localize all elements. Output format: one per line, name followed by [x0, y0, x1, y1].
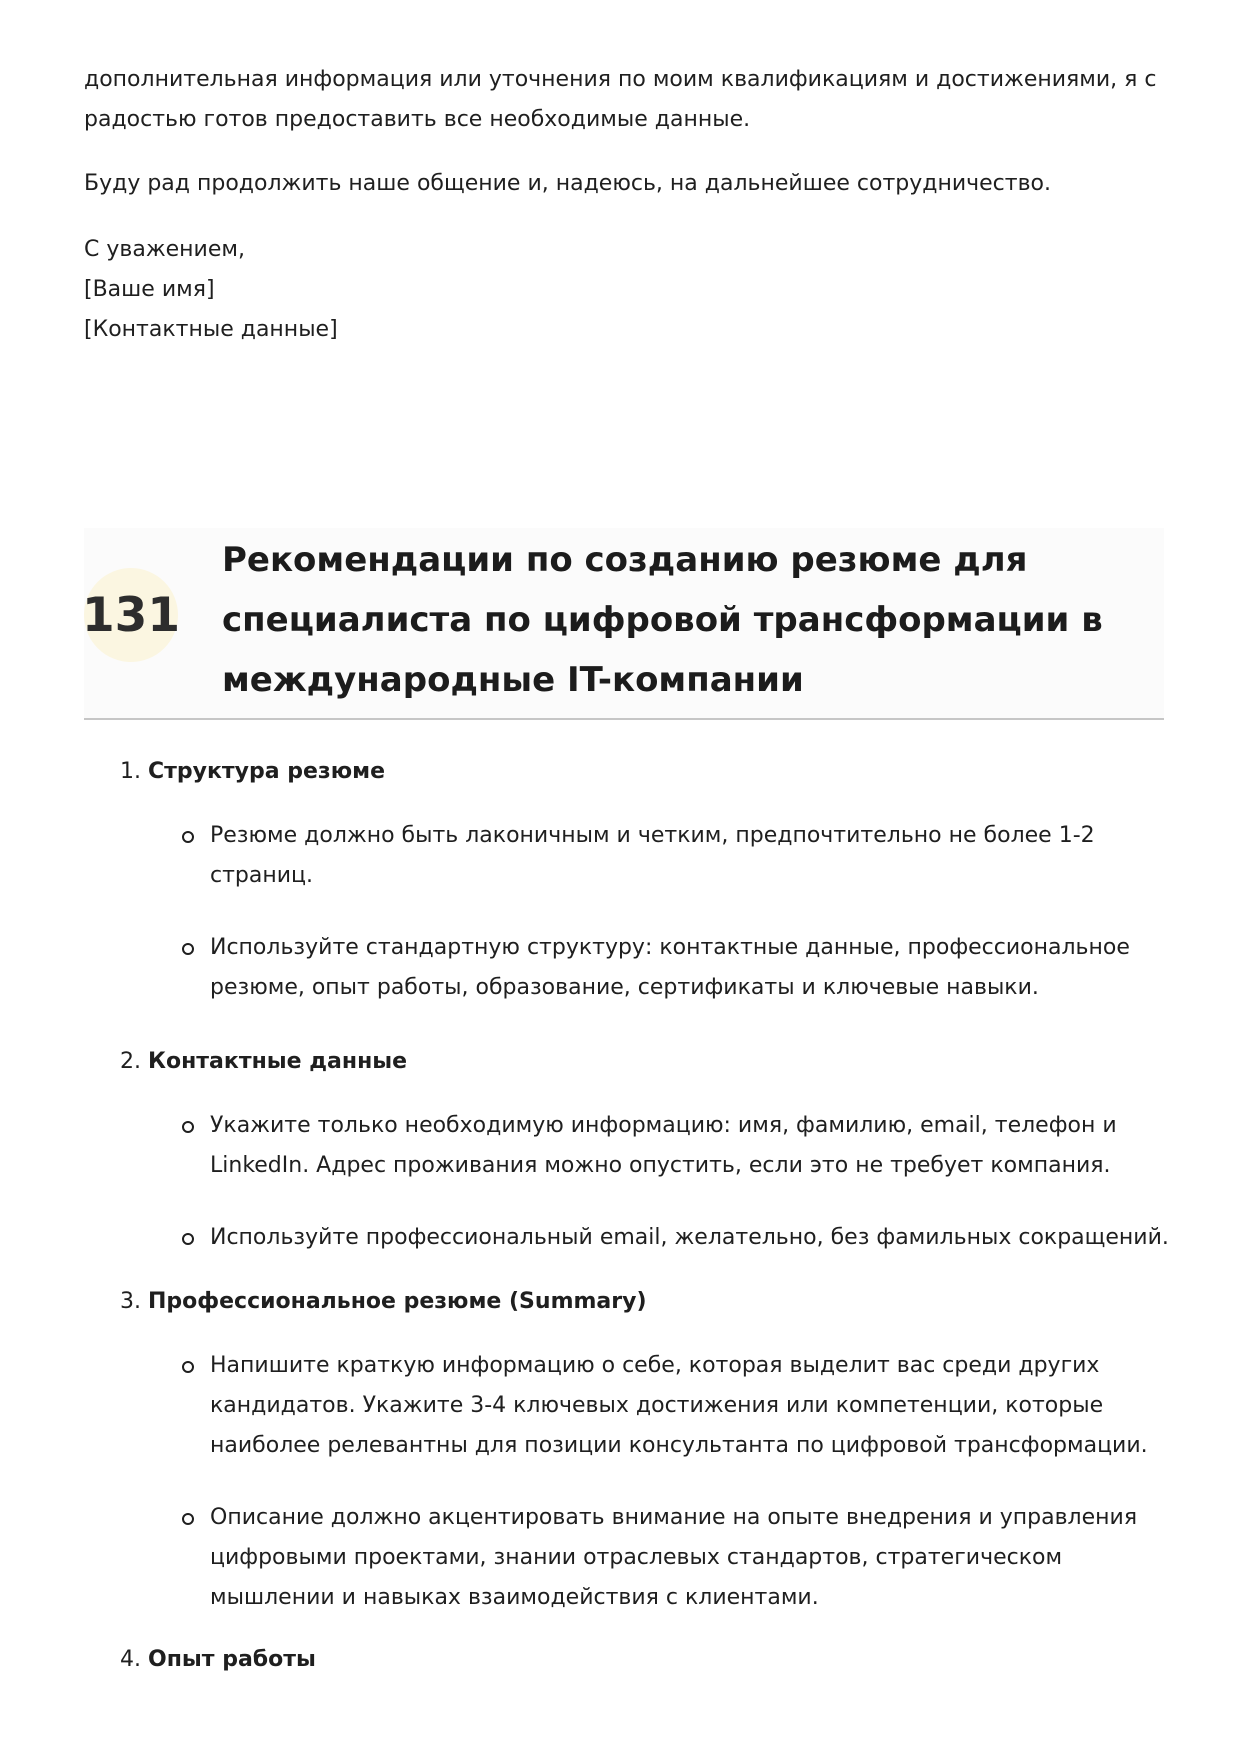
list-item-heading [120, 1640, 316, 1680]
list-item-number: 3. [120, 1289, 141, 1314]
signature-block [84, 230, 1164, 350]
list-item-heading [120, 1042, 407, 1082]
list-bullet: Укажите только необходимую информацию: имя, фамилию, email, телефон и LinkedIn. Адрес проживания можно опустить, если это не требует компания. [210, 1106, 1170, 1186]
signature-contacts: [Контактные данные] [84, 317, 338, 342]
list-bullet: Используйте стандартную структуру: контактные данные, профессиональное резюме, опыт работы, образование, сертификаты и ключевые навыки. [210, 928, 1170, 1008]
intro-paragraph: дополнительная информация или уточнения по моим квалификациям и достижениями, я с радостью готов предоставить все необходимые данные. [84, 67, 1157, 132]
signature-name: [Ваше имя] [84, 277, 215, 302]
list-item-heading [120, 1282, 647, 1322]
section-header [81, 528, 1164, 720]
list-item-title: Опыт работы [148, 1647, 316, 1672]
list-bullet: Описание должно акцентировать внимание на опыте внедрения и управления цифровыми проектами, знании отраслевых стандартов, стратегическом мышлении и навыках взаимодействия с клиентами. [210, 1498, 1170, 1618]
section-title: Рекомендации по созданию резюме для специалиста по цифровой трансформации в международные IT-компании [222, 540, 1103, 700]
list-bullet: Напишите краткую информацию о себе, которая выделит вас среди других кандидатов. Укажите 3-4 ключевых достижения или компетенции, которые наиболее релевантны для позиции консультанта по цифровой трансформации. [210, 1346, 1170, 1466]
list-item-heading [120, 752, 385, 792]
list-item-title: Структура резюме [148, 759, 386, 784]
list-item-number: 1. [120, 759, 141, 784]
list-item-number: 2. [120, 1049, 141, 1074]
list-item-title: Контактные данные [148, 1049, 408, 1074]
closing-paragraph: Буду рад продолжить наше общение и, надеюсь, на дальнейшее сотрудничество. [84, 171, 1052, 196]
list-item-title: Профессиональное резюме (Summary) [148, 1289, 647, 1314]
list-item-number: 4. [120, 1647, 141, 1672]
list-bullet: Резюме должно быть лаконичным и четким, предпочтительно не более 1-2 страниц. [210, 816, 1170, 896]
section-number-badge: 131 [84, 568, 178, 662]
signature-regards: С уважением, [84, 237, 245, 262]
list-bullet: Используйте профессиональный email, желательно, без фамильных сокращений. [210, 1218, 1170, 1258]
